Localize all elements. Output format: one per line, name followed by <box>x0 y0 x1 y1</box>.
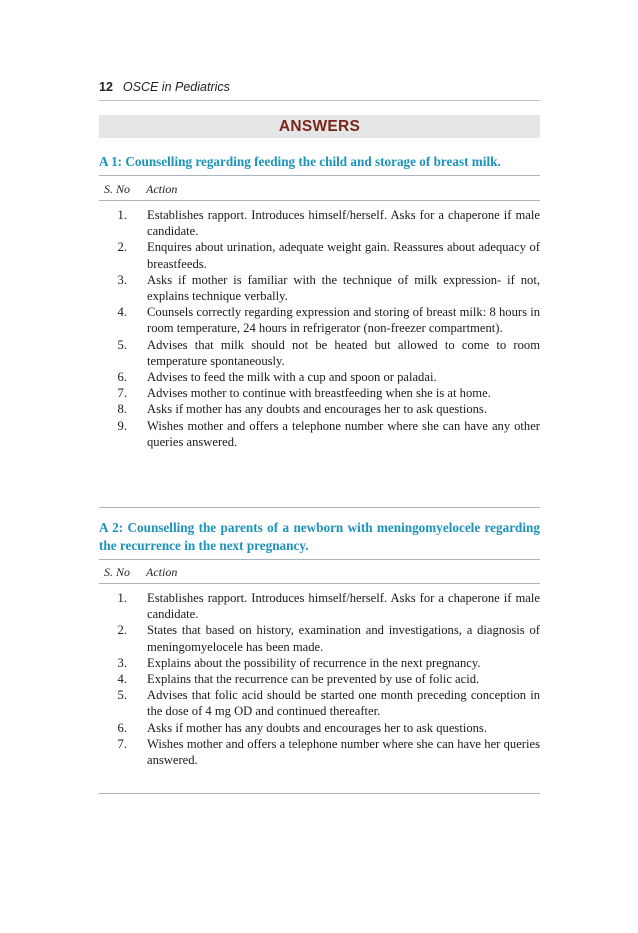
item-text: Counsels correctly regarding expression and storing of breast milk: 8 hours in room temperature, 24 hours in refrigerator (non-freezer compartment). <box>147 305 540 336</box>
list-item <box>99 655 540 671</box>
item-number: 4. <box>117 672 127 687</box>
list-item <box>99 622 540 654</box>
column-sno: S. No <box>104 565 131 579</box>
list-item <box>99 272 540 304</box>
item-text: Asks if mother has any doubts and encourages her to ask questions. <box>147 720 487 735</box>
item-text: Advises mother to continue with breastfeeding when she is at home. <box>147 386 491 401</box>
item-text: Advises to feed the milk with a cup and spoon or paladai. <box>147 370 437 385</box>
header-rule <box>99 100 540 101</box>
page-number: 12 <box>99 80 113 94</box>
list-item <box>99 736 540 768</box>
section-2-bottom-rule <box>99 793 540 794</box>
section-1-header-rule <box>99 200 540 201</box>
item-text: Advises that milk should not be heated but allowed to come to room temperature spontaneously. <box>147 337 540 368</box>
item-text: Wishes mother and offers a telephone number where she can have any other queries answered. <box>147 418 540 449</box>
section-1-bottom-rule <box>99 507 540 508</box>
item-text: Asks if mother is familiar with the technique of milk expression- if not, explains technique verbally. <box>147 272 540 304</box>
item-number: 1. <box>117 208 127 222</box>
item-number: 1. <box>117 591 127 605</box>
item-number: 7. <box>117 386 127 401</box>
section-1-list <box>99 207 540 450</box>
list-item <box>99 337 540 369</box>
list-item <box>99 304 540 336</box>
item-number: 9. <box>117 418 127 433</box>
item-text: Establishes rapport. Introduces himself/herself. Asks for a chaperone if male candidate. <box>147 591 540 622</box>
list-item <box>99 418 540 450</box>
section-1-title: A 1: Counselling regarding feeding the child and storage of breast milk. <box>99 154 501 169</box>
column-sno: S. No <box>104 182 131 196</box>
item-number: 6. <box>117 370 127 385</box>
list-item <box>99 687 540 719</box>
item-number: 3. <box>117 272 127 287</box>
item-number: 3. <box>117 655 127 670</box>
item-text: Wishes mother and offers a telephone number where she can have her queries answered. <box>147 736 540 768</box>
item-text: Establishes rapport. Introduces himself/herself. Asks for a chaperone if male candidate. <box>147 208 540 239</box>
list-item <box>99 671 540 687</box>
list-item <box>99 401 540 417</box>
item-text: Asks if mother has any doubts and encourages her to ask questions. <box>147 402 487 417</box>
column-action: Action <box>146 565 178 579</box>
section-1-top-rule <box>99 175 540 176</box>
item-text: Advises that folic acid should be started one month preceding conception in the dose of 4 mg OD and continued thereafter. <box>147 688 540 719</box>
list-item <box>99 590 540 622</box>
item-text: Enquires about urination, adequate weight gain. Reassures about adequacy of breastfeeds. <box>147 240 540 271</box>
item-text: States that based on history, examination and investigations, a diagnosis of meningomyelocele has been made. <box>147 623 540 654</box>
section-2-title: A 2: Counselling the parents of a newborn with meningomyelocele regarding the recurrence in the next pregnancy. <box>99 520 540 553</box>
running-head <box>99 80 540 94</box>
item-number: 2. <box>117 240 127 255</box>
item-number: 6. <box>117 720 127 735</box>
item-number: 4. <box>117 305 127 320</box>
list-item <box>99 720 540 736</box>
item-text: Explains about the possibility of recurrence in the next pregnancy. <box>147 655 481 670</box>
section-2-header-rule <box>99 583 540 584</box>
section-2-list <box>99 590 540 768</box>
item-number: 5. <box>117 688 127 703</box>
list-item <box>99 207 540 239</box>
list-item <box>99 239 540 271</box>
section-2-top-rule <box>99 559 540 560</box>
item-text: Explains that the recurrence can be prevented by use of folic acid. <box>147 672 480 687</box>
column-action: Action <box>146 182 178 196</box>
answers-banner: ANSWERS <box>99 115 540 138</box>
item-number: 2. <box>117 623 127 638</box>
book-title: OSCE in Pediatrics <box>122 80 230 94</box>
item-number: 7. <box>117 736 127 751</box>
item-number: 5. <box>117 337 127 352</box>
list-item <box>99 385 540 401</box>
list-item <box>99 369 540 385</box>
item-number: 8. <box>117 402 127 417</box>
